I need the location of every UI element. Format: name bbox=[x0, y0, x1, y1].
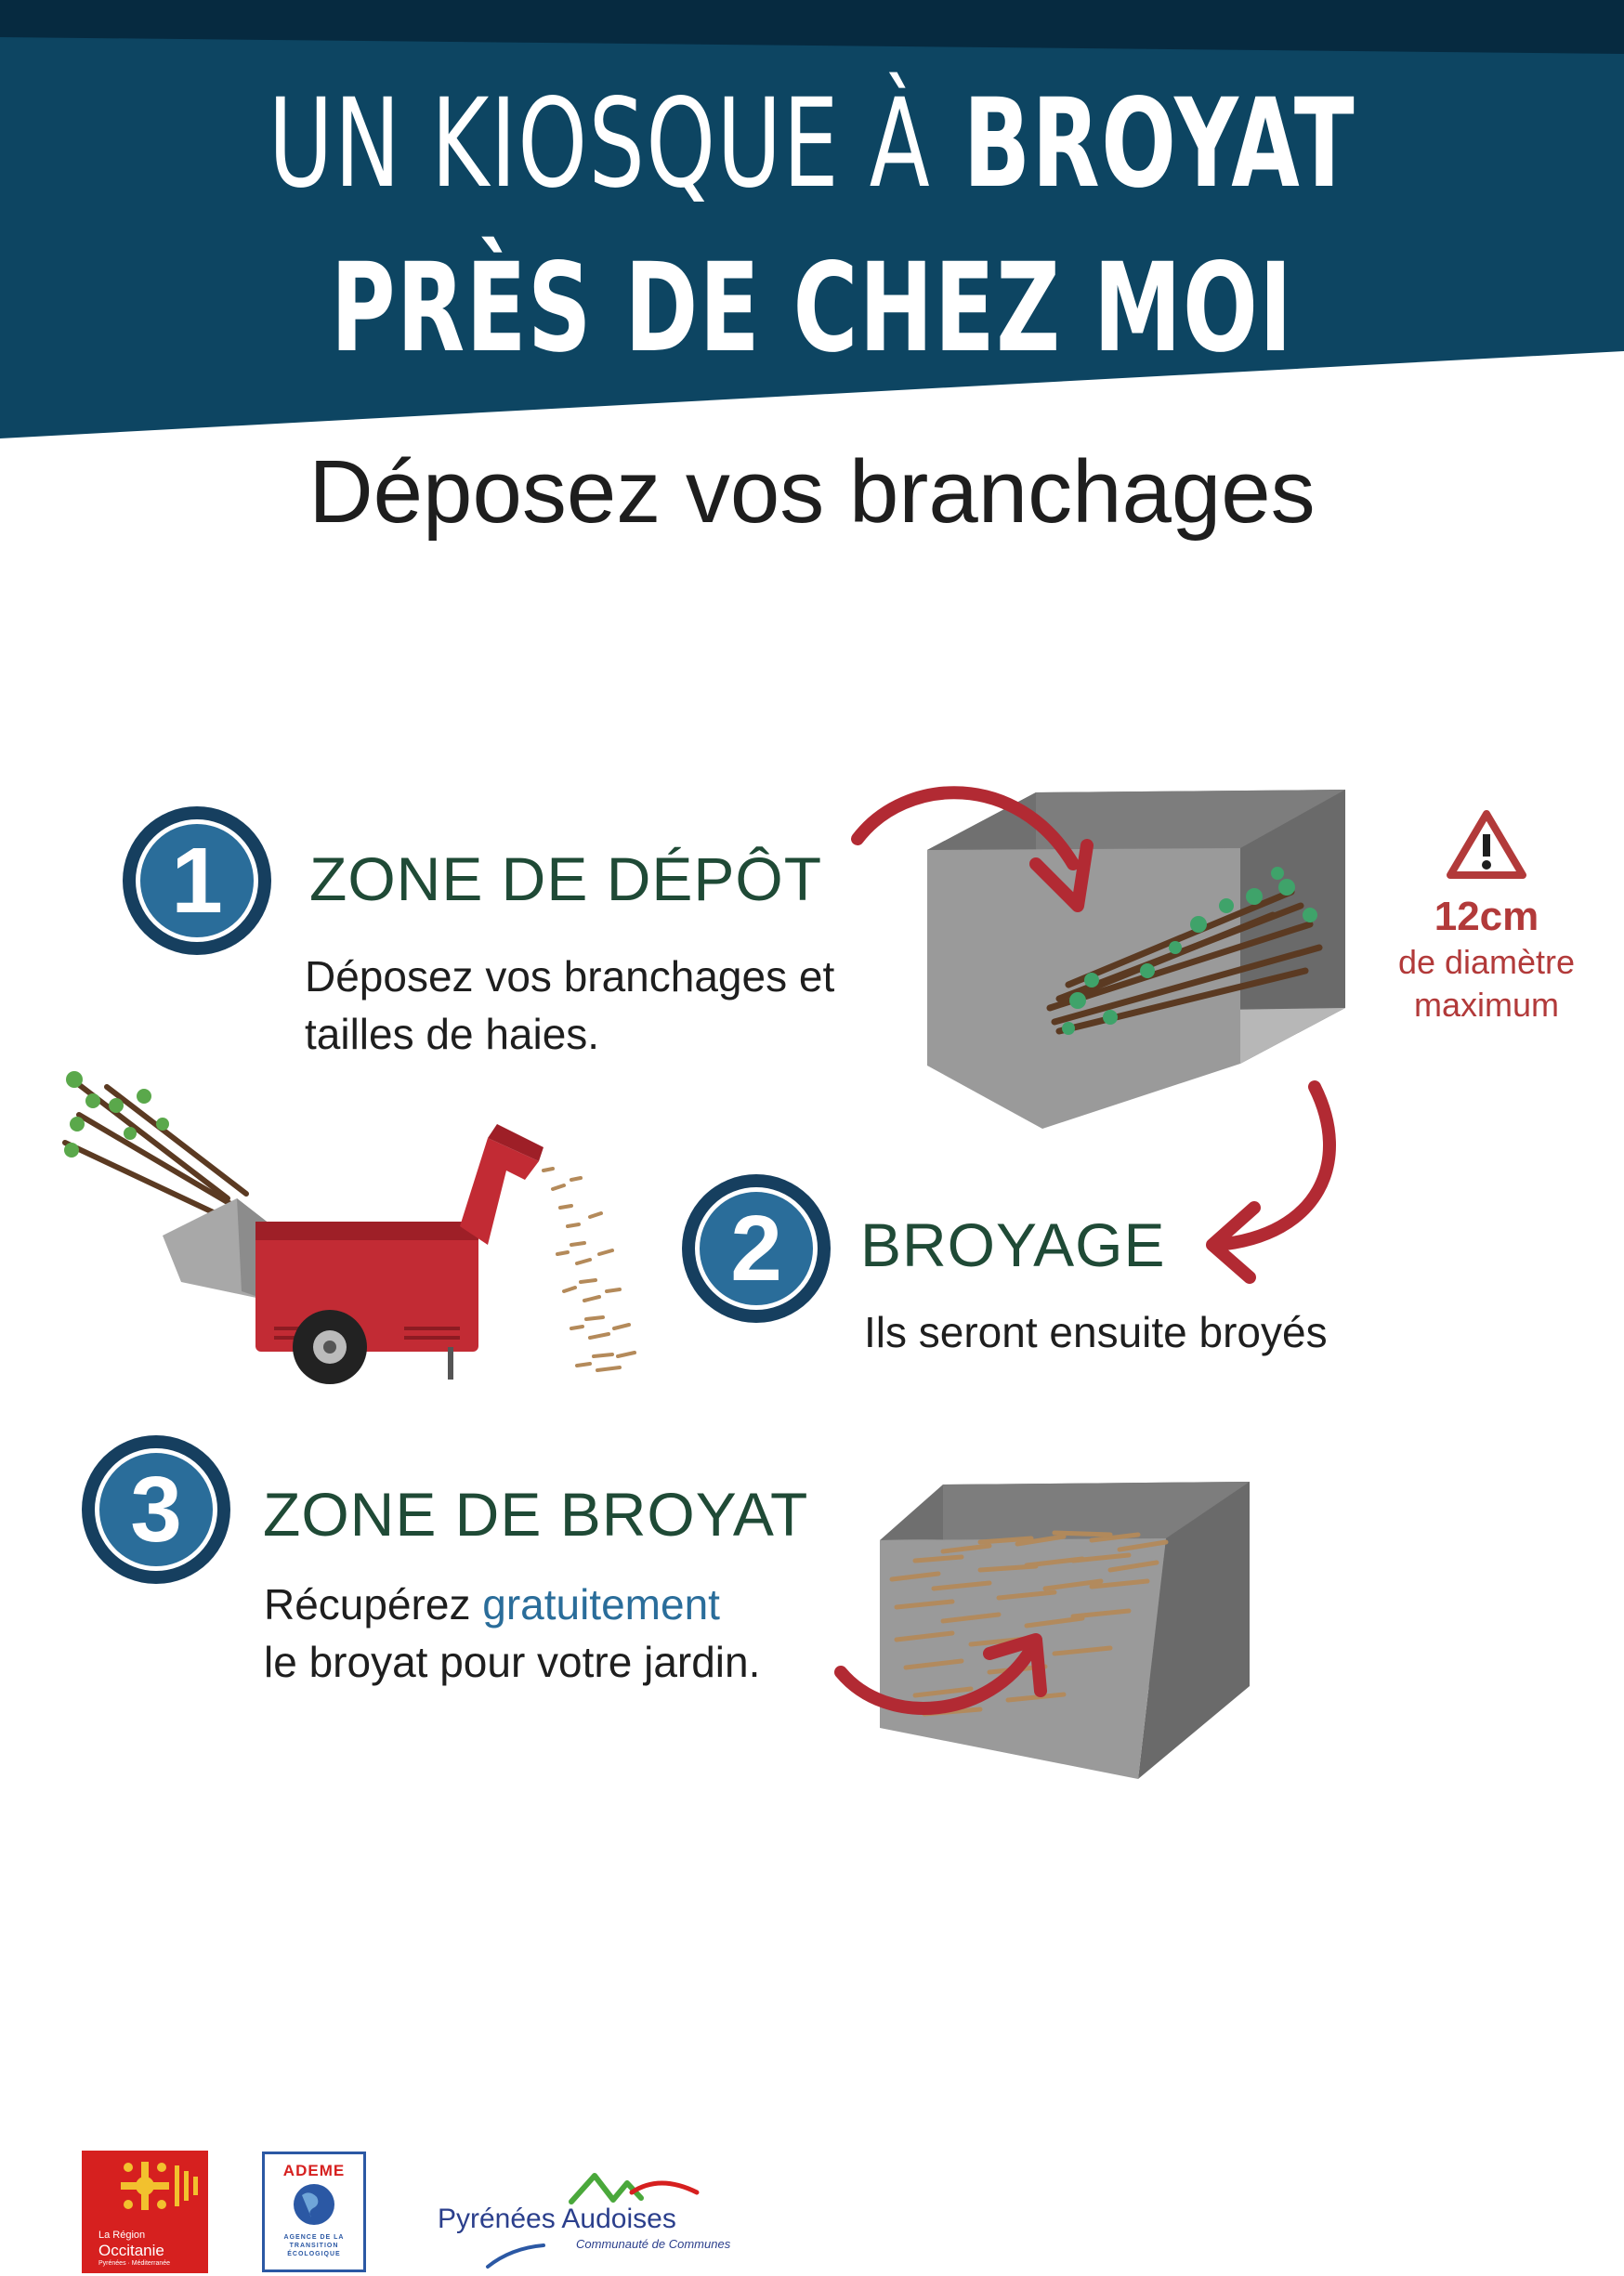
poster-title-line-2: PRÈS DE CHEZ MOI bbox=[330, 237, 1294, 380]
pyrenees-audoises-logo bbox=[432, 2165, 766, 2267]
warning-text-line-1: de diamètre bbox=[1397, 943, 1576, 981]
title-light-part: UN KIOSQUE À bbox=[268, 72, 932, 216]
curved-arrow-to-broyage-icon bbox=[1189, 1078, 1356, 1291]
step-2-badge bbox=[682, 1174, 831, 1323]
step-3-badge bbox=[82, 1435, 230, 1584]
step-3-title: ZONE DE BROYAT bbox=[263, 1480, 809, 1549]
step-2-number: 2 bbox=[695, 1187, 818, 1310]
title-bold-part: BROYAT bbox=[963, 72, 1356, 216]
ademe-logo-line-3: ÉCOLOGIQUE bbox=[287, 2251, 341, 2257]
warning-text-line-2: maximum bbox=[1413, 986, 1559, 1024]
poster-subtitle: Déposez vos branchages bbox=[308, 442, 1316, 542]
size-warning bbox=[1394, 808, 1579, 1027]
blue-swoosh-icon bbox=[483, 2243, 548, 2271]
region-logo-line-1: La Région bbox=[98, 2230, 146, 2241]
region-logo-line-3: Pyrénées · Méditerranée bbox=[98, 2260, 171, 2267]
step-3-number: 3 bbox=[95, 1448, 217, 1571]
curved-arrow-into-bin-icon bbox=[841, 776, 1110, 924]
step-1-title: ZONE DE DÉPÔT bbox=[309, 844, 823, 913]
ademe-logo-line-1: AGENCE DE LA bbox=[283, 2234, 345, 2241]
step-3-text-line-1 bbox=[264, 1576, 720, 1633]
step-3-text-accent: gratuitement bbox=[482, 1580, 720, 1629]
ademe-logo bbox=[262, 2152, 366, 2272]
pa-logo-name: Pyrénées Audoises bbox=[438, 2204, 676, 2234]
poster-title-line-1 bbox=[228, 72, 1397, 216]
curved-arrow-into-broyat-bin-icon bbox=[832, 1626, 1054, 1746]
warning-size: 12cm bbox=[1434, 894, 1539, 939]
step-2-text: Ils seront ensuite broyés bbox=[864, 1308, 1328, 1356]
step-2-title: BROYAGE bbox=[860, 1210, 1166, 1279]
step-3-text-line-2: le broyat pour votre jardin. bbox=[264, 1638, 761, 1686]
occitan-cross-icon bbox=[82, 2151, 208, 2225]
step-3-text-plain: Récupérez bbox=[264, 1580, 483, 1629]
pa-logo-tagline: Communauté de Communes bbox=[576, 2237, 731, 2251]
step-1-number: 1 bbox=[136, 819, 258, 942]
warning-triangle-icon bbox=[1445, 808, 1528, 881]
ademe-logo-line-2: TRANSITION bbox=[289, 2243, 339, 2249]
region-occitanie-logo bbox=[82, 2151, 208, 2273]
step-1-text-line-1: Déposez vos branchages et bbox=[305, 952, 835, 1001]
globe-icon bbox=[265, 2180, 363, 2229]
region-logo-line-2: Occitanie bbox=[98, 2242, 164, 2259]
step-1-text-line-2: tailles de haies. bbox=[305, 1010, 600, 1058]
wood-chipper-illustration bbox=[51, 1059, 655, 1393]
ademe-logo-name: ADEME bbox=[282, 2162, 346, 2179]
step-1-badge bbox=[123, 806, 271, 955]
